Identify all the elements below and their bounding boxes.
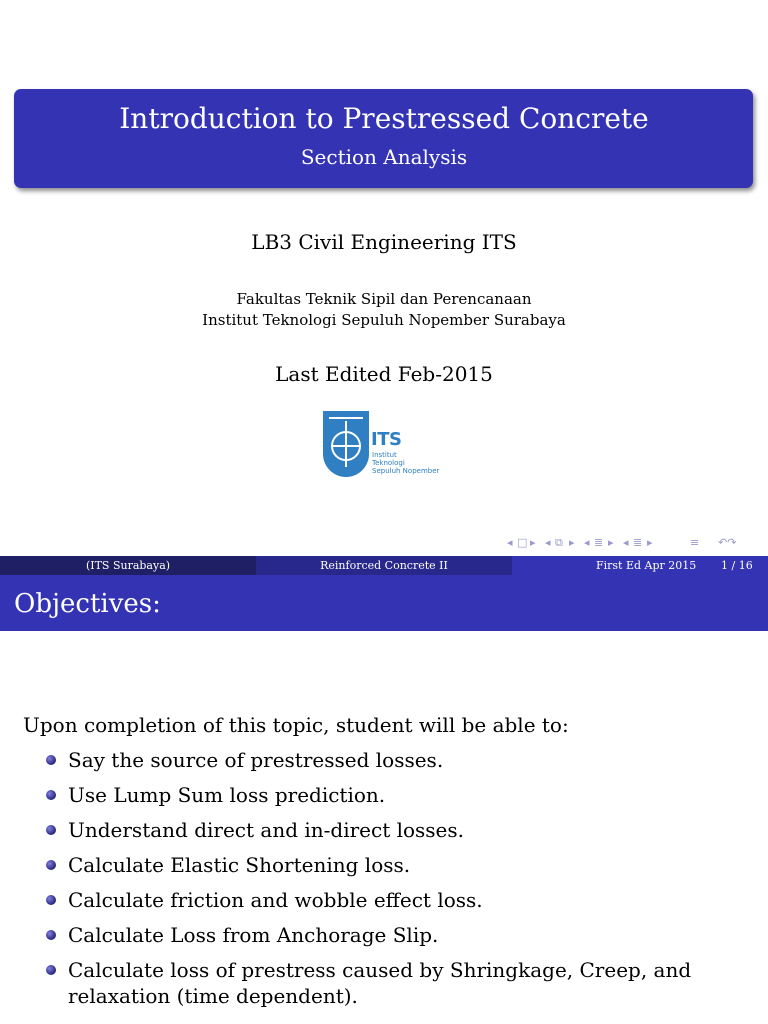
list-item: Calculate loss of prestress caused by Shringkage, Creep, and relaxation (time dependent). bbox=[46, 957, 746, 1009]
objectives-list bbox=[46, 747, 746, 1018]
bullet-icon bbox=[46, 860, 56, 870]
footer-course: Reinforced Concrete II bbox=[256, 556, 512, 575]
frame-prev-icon[interactable]: ◂ bbox=[507, 536, 513, 549]
footer-bar bbox=[0, 556, 768, 575]
subsection-list-next-icon[interactable]: ▸ bbox=[647, 536, 653, 549]
footer-page-number: 1 / 16 bbox=[721, 559, 753, 572]
section-next-icon[interactable]: ▸ bbox=[608, 536, 614, 549]
section-prev-icon[interactable]: ◂ bbox=[584, 536, 590, 549]
logo-line-3: Sepuluh Nopember bbox=[372, 467, 440, 475]
subsection-list-icon[interactable]: ≣ bbox=[633, 536, 643, 549]
subsection-frame-icon[interactable]: ⧉ bbox=[555, 536, 563, 549]
list-item: Calculate Loss from Anchorage Slip. bbox=[46, 922, 746, 948]
search-icon[interactable]: ↶↷ bbox=[718, 536, 737, 549]
subsection-list-prev-icon[interactable]: ◂ bbox=[623, 536, 629, 549]
its-logo bbox=[323, 411, 445, 477]
frame-title: Objectives: bbox=[14, 589, 161, 619]
bullet-icon bbox=[46, 825, 56, 835]
menu-icon[interactable]: ≡ bbox=[690, 536, 700, 549]
list-item: Calculate Elastic Shortening loss. bbox=[46, 852, 746, 878]
section-icon[interactable]: ≣ bbox=[594, 536, 604, 549]
subsection-next-icon[interactable]: ▸ bbox=[569, 536, 575, 549]
list-item: Calculate friction and wobble effect loss. bbox=[46, 887, 746, 913]
footer-right bbox=[512, 556, 768, 575]
frame-title-bar bbox=[0, 575, 768, 631]
institute-line-2: Institut Teknologi Sepuluh Nopember Surabaya bbox=[202, 311, 566, 329]
objectives-slide bbox=[0, 575, 768, 1024]
bullet-icon bbox=[46, 930, 56, 940]
bullet-icon bbox=[46, 790, 56, 800]
footer-date: First Ed Apr 2015 bbox=[596, 559, 697, 572]
subsection-prev-icon[interactable]: ◂ bbox=[545, 536, 551, 549]
presentation-subtitle: Section Analysis bbox=[300, 145, 468, 169]
list-item: Use Lump Sum loss prediction. bbox=[46, 782, 746, 808]
frame-next-icon[interactable]: ▸ bbox=[530, 536, 536, 549]
list-item: Say the source of prestressed losses. bbox=[46, 747, 746, 773]
objectives-intro: Upon completion of this topic, student will be able to: bbox=[23, 713, 569, 737]
list-item: Understand direct and in-direct losses. bbox=[46, 817, 746, 843]
its-emblem-icon bbox=[323, 411, 369, 477]
author: LB3 Civil Engineering ITS bbox=[251, 230, 517, 254]
bullet-icon bbox=[46, 895, 56, 905]
institute-line-1: Fakultas Teknik Sipil dan Perencanaan bbox=[236, 290, 532, 308]
bullet-icon bbox=[46, 965, 56, 975]
frame-icon[interactable]: □ bbox=[517, 536, 528, 549]
footer-institution: (ITS Surabaya) bbox=[0, 556, 256, 575]
logo-line-1: Institut bbox=[372, 451, 397, 459]
logo-mark: ITS bbox=[371, 429, 402, 450]
bullet-icon bbox=[46, 755, 56, 765]
date: Last Edited Feb-2015 bbox=[275, 362, 493, 386]
presentation-title: Introduction to Prestressed Concrete bbox=[119, 102, 649, 135]
logo-line-2: Teknologi bbox=[372, 459, 405, 467]
